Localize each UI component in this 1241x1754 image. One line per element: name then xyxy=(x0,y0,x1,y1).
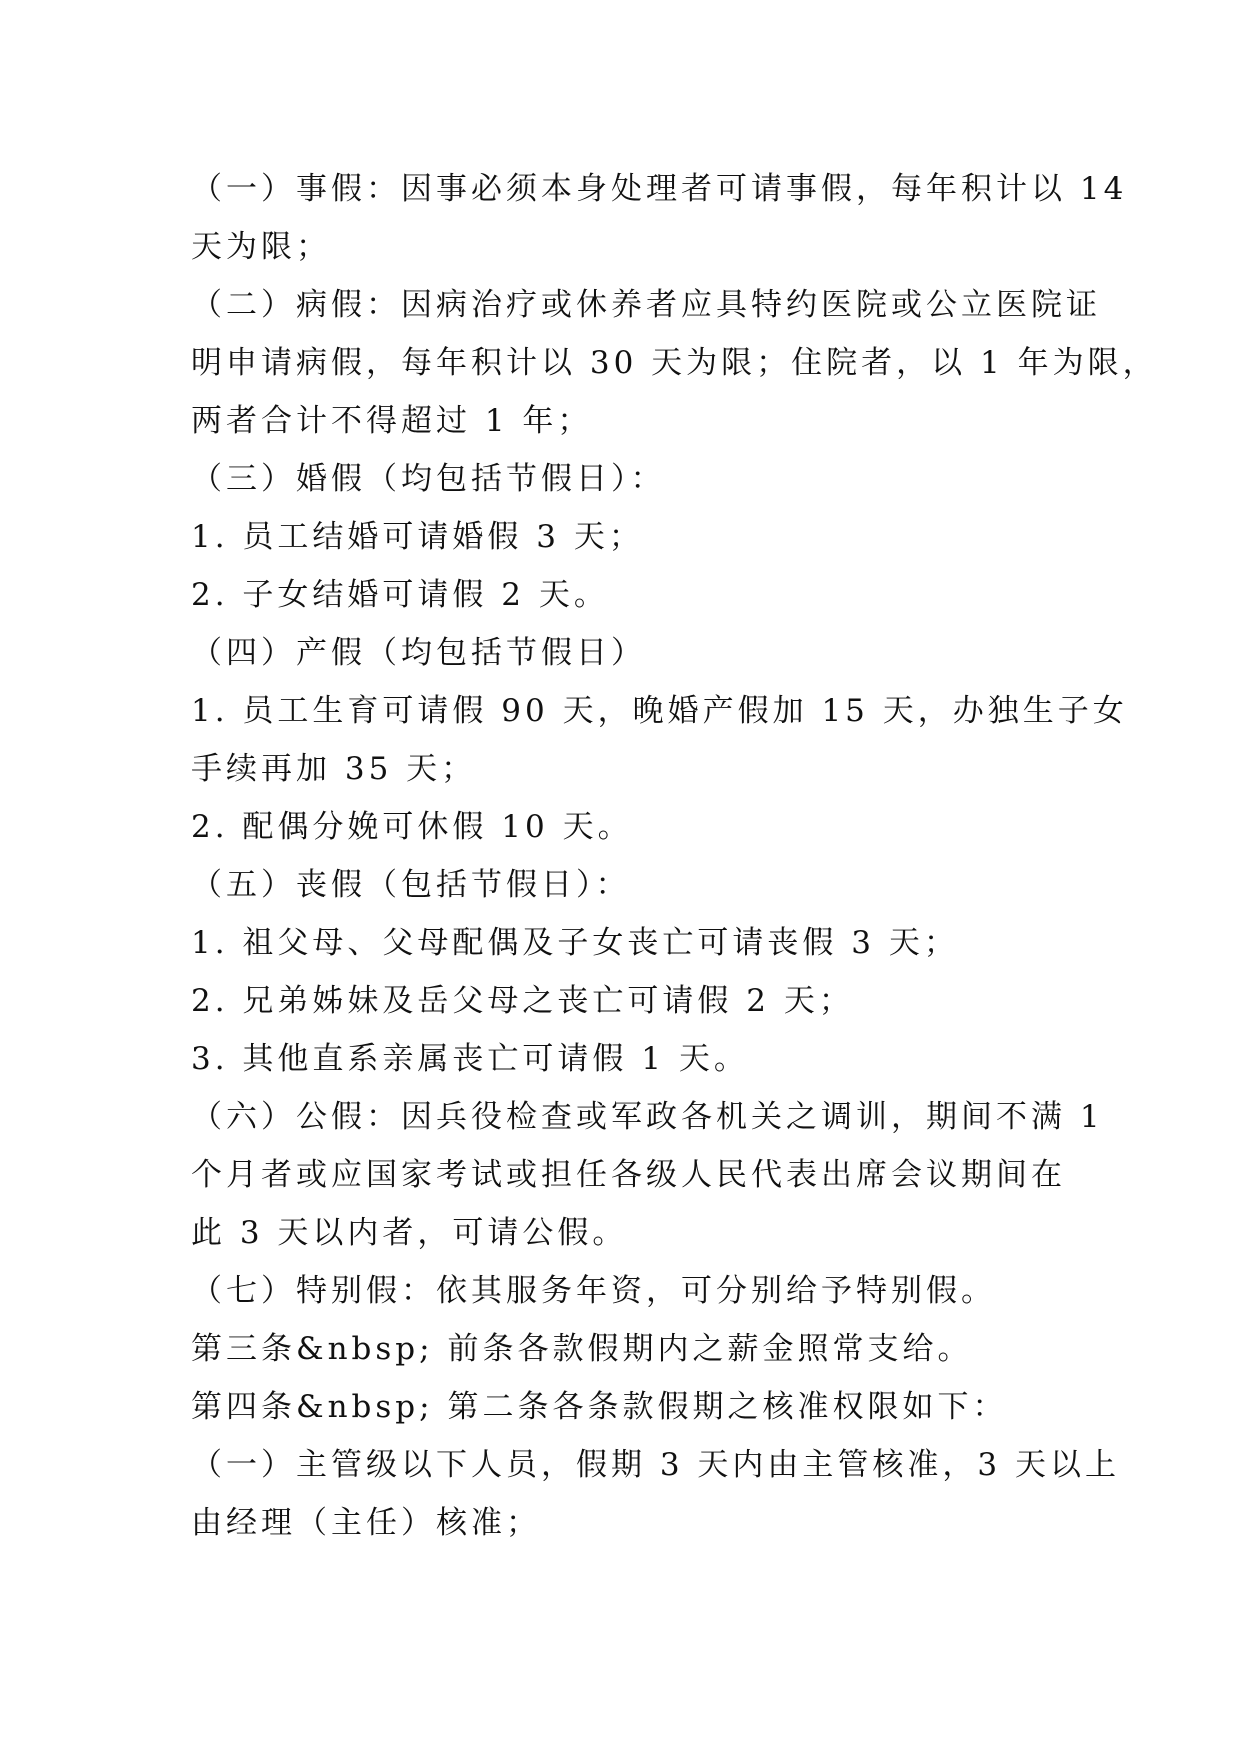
document-body xyxy=(191,160,1158,1552)
text-line: 2. 子女结婚可请假 2 天。 xyxy=(191,577,609,613)
text-line: 1. 祖父母、父母配偶及子女丧亡可请丧假 3 天； xyxy=(191,925,959,961)
text-line: 天为限； xyxy=(191,229,331,265)
text-line: 第四条&nbsp; 第二条各条款假期之核准权限如下： xyxy=(191,1389,1008,1425)
text-line: 两者合计不得超过 1 年； xyxy=(191,403,593,439)
text-line: 3. 其他直系亲属丧亡可请假 1 天。 xyxy=(191,1041,749,1077)
text-line: 2. 兄弟姊妹及岳父母之丧亡可请假 2 天； xyxy=(191,983,854,1019)
text-line: 2. 配偶分娩可休假 10 天。 xyxy=(191,809,633,845)
text-line: 明申请病假，每年积计以 30 天为限；住院者，以 1 年为限， xyxy=(191,345,1158,381)
text-line: （三）婚假（均包括节假日）： xyxy=(191,461,666,497)
text-line: 1. 员工结婚可请婚假 3 天； xyxy=(191,519,644,555)
text-line: 第三条&nbsp; 前条各款假期内之薪金照常支给。 xyxy=(191,1331,973,1367)
text-line: 手续再加 35 天； xyxy=(191,751,477,787)
text-line: （四）产假（均包括节假日） xyxy=(191,635,646,671)
text-line: （七）特别假：依其服务年资，可分别给予特别假。 xyxy=(191,1273,996,1309)
text-line: 此 3 天以内者，可请公假。 xyxy=(191,1215,628,1251)
text-line: （一）事假：因事必须本身处理者可请事假，每年积计以 14 xyxy=(191,171,1128,207)
text-line: 由经理（主任）核准； xyxy=(191,1505,541,1541)
text-line: （六）公假：因兵役检查或军政各机关之调训，期间不满 1 xyxy=(191,1099,1104,1135)
text-line: 1. 员工生育可请假 90 天，晚婚产假加 15 天，办独生子女 xyxy=(191,693,1128,729)
text-line: 个月者或应国家考试或担任各级人民代表出席会议期间在 xyxy=(191,1157,1066,1193)
text-line: （一）主管级以下人员，假期 3 天内由主管核准，3 天以上 xyxy=(191,1447,1121,1483)
text-line: （二）病假：因病治疗或休养者应具特约医院或公立医院证 xyxy=(191,287,1101,323)
text-line: （五）丧假（包括节假日）： xyxy=(191,867,631,903)
